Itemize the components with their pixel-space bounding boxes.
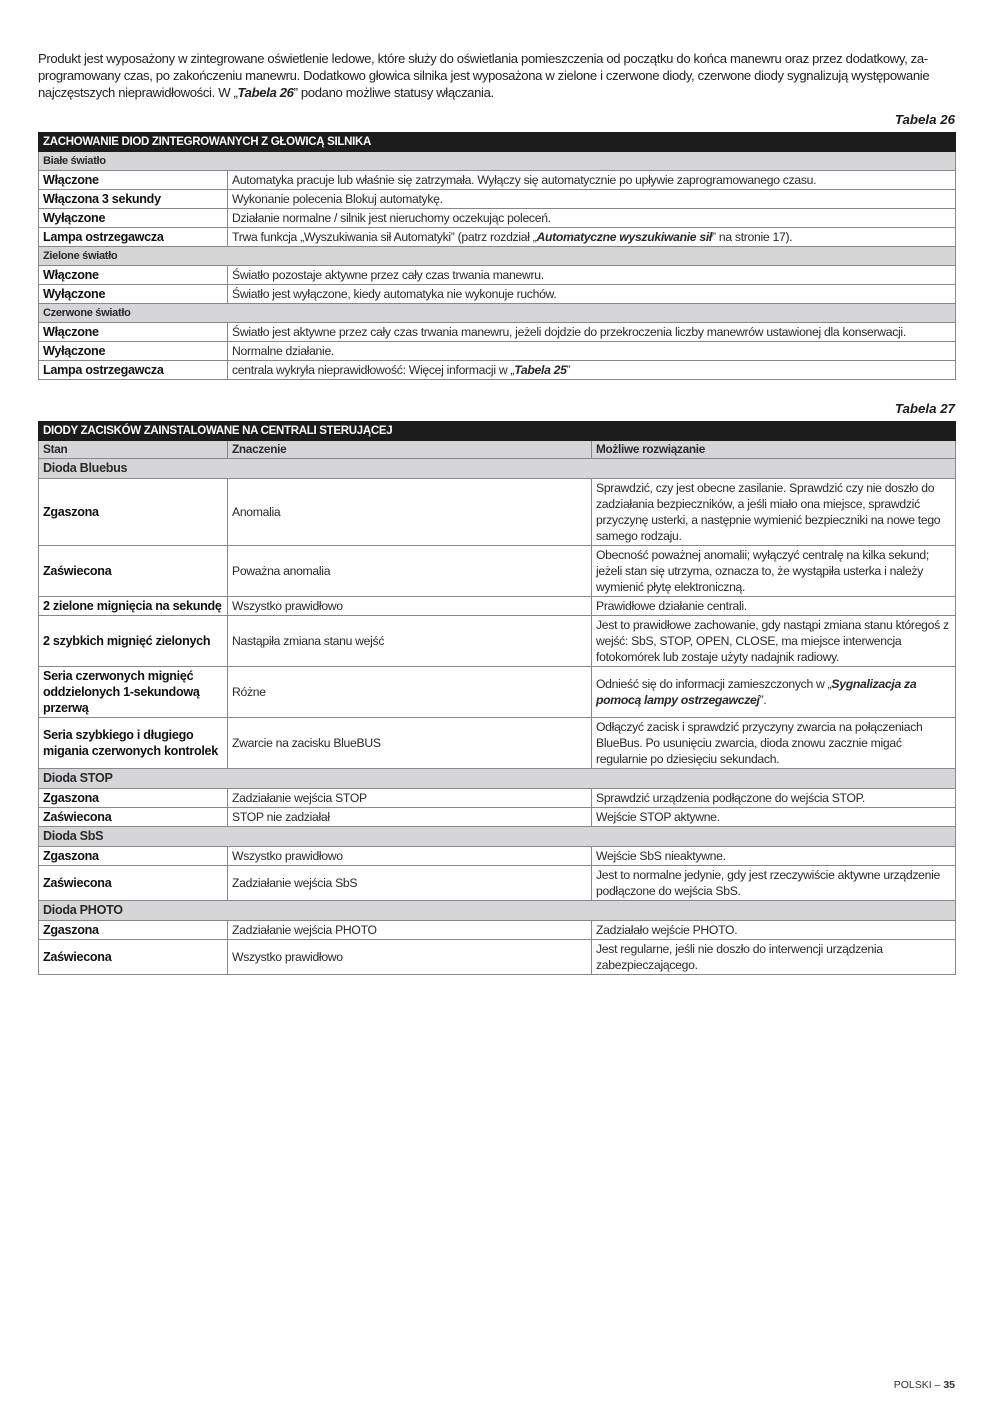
- table-row: [39, 209, 956, 228]
- solution-cell: Sprawdzić, czy jest obecne zasilanie. Sprawdzić czy nie doszło do zadziałania bezpieczników, a jeśli miało ona miejsce, sprawdzić przyczynę usterki, a następnie wymienić bezpieczniki na nowe tego samego rodzaju.: [592, 479, 956, 546]
- group-name: Czerwone światło: [39, 304, 956, 323]
- table-row: [39, 808, 956, 827]
- table-row: [39, 616, 956, 667]
- group-name: Dioda PHOTO: [39, 901, 956, 921]
- description-cell: Normalne działanie.: [228, 342, 956, 361]
- meaning-cell: Nastąpiła zmiana stanu wejść: [228, 616, 592, 667]
- solution-cell: Jest to prawidłowe zachowanie, gdy nastąpi zmiana stanu któregoś z wejść: SbS, STOP, OPEN, CLOSE, ma miejsce interwencja fotokomórek lub zostaje użyty nadajnik radiowy.: [592, 616, 956, 667]
- state-cell: Lampa ostrzegawcza: [39, 228, 228, 247]
- table-row: [39, 718, 956, 769]
- solution-cell: Zadziałało wejście PHOTO.: [592, 921, 956, 940]
- table-row: [39, 266, 956, 285]
- solution-cell: [592, 667, 956, 718]
- state-cell: Zaświecona: [39, 808, 228, 827]
- table-row: [39, 921, 956, 940]
- state-cell: 2 szybkich mignięć zielonych: [39, 616, 228, 667]
- intro-table-reference: Tabela 26: [237, 85, 294, 100]
- solution-cell: Obecność poważnej anomalii; wyłączyć centralę na kilka sekund; jeżeli stan się utrzyma, oznacza to, że wystąpiła usterka i należy wymienić płytę elektroniczną.: [592, 546, 956, 597]
- table-row: [39, 546, 956, 597]
- table27-group-row: [39, 901, 956, 921]
- description-cell: Światło pozostaje aktywne przez cały czas trwania manewru.: [228, 266, 956, 285]
- table26: [38, 132, 956, 380]
- meaning-cell: Różne: [228, 667, 592, 718]
- table27-group-row: [39, 459, 956, 479]
- meaning-cell: Zwarcie na zacisku BlueBUS: [228, 718, 592, 769]
- table-row: [39, 361, 956, 380]
- meaning-cell: STOP nie zadziałał: [228, 808, 592, 827]
- meaning-cell: Anomalia: [228, 479, 592, 546]
- page-footer: [894, 1379, 955, 1391]
- table26-title-row: [39, 133, 956, 152]
- table27-header-row: [39, 441, 956, 459]
- table-row: [39, 866, 956, 901]
- chapter-reference: Sygnalizacja za pomocą lampy ostrzegawczej: [596, 677, 917, 707]
- meaning-cell: Zadziałanie wejścia SbS: [228, 866, 592, 901]
- table-row: [39, 789, 956, 808]
- state-cell: Wyłączone: [39, 342, 228, 361]
- table-row: [39, 847, 956, 866]
- meaning-cell: Wszystko prawidłowo: [228, 597, 592, 616]
- description-cell: Światło jest aktywne przez cały czas trwania manewru, jeżeli dojdzie do przekroczenia liczby manewrów ustawionej dla konserwacji.: [228, 323, 956, 342]
- table26-caption: Tabela 26: [894, 112, 955, 127]
- table-row: [39, 190, 956, 209]
- table26-group-row: [39, 304, 956, 323]
- solution-cell: Sprawdzić urządzenia podłączone do wejścia STOP.: [592, 789, 956, 808]
- state-cell: Seria czerwonych mignięć oddzielonych 1-sekundową przerwą: [39, 667, 228, 718]
- column-header-state: Stan: [39, 441, 228, 459]
- meaning-cell: Zadziałanie wejścia PHOTO: [228, 921, 592, 940]
- state-cell: Włączona 3 sekundy: [39, 190, 228, 209]
- table-row: [39, 667, 956, 718]
- table26-group-row: [39, 152, 956, 171]
- table-row: [39, 342, 956, 361]
- footer-language: POLSKI –: [893, 1379, 944, 1391]
- description-text: Trwa funkcja „Wyszukiwania sił Automatyki” (patrz rozdział „: [232, 230, 537, 244]
- state-cell: Zgaszona: [39, 789, 228, 808]
- table-row: [39, 171, 956, 190]
- state-cell: Zgaszona: [39, 479, 228, 546]
- group-name: Dioda Bluebus: [39, 459, 956, 479]
- table27-title: DIODY ZACISKÓW ZAINSTALOWANE NA CENTRALI STERUJĄCEJ: [39, 422, 956, 441]
- meaning-cell: Poważna anomalia: [228, 546, 592, 597]
- chapter-reference: Automatyczne wyszukiwanie sił: [536, 230, 713, 244]
- page-number: 35: [943, 1379, 955, 1391]
- state-cell: Włączone: [39, 266, 228, 285]
- description-cell: [228, 361, 956, 380]
- table26-group-row: [39, 247, 956, 266]
- state-cell: Włączone: [39, 323, 228, 342]
- solution-cell: Prawidłowe działanie centrali.: [592, 597, 956, 616]
- description-text: ” na stronie 17).: [712, 230, 793, 244]
- table27-title-row: [39, 422, 956, 441]
- intro-text-2: ” podano możliwe statusy włączania.: [293, 85, 494, 100]
- state-cell: Wyłączone: [39, 209, 228, 228]
- state-cell: Zgaszona: [39, 847, 228, 866]
- state-cell: Wyłączone: [39, 285, 228, 304]
- column-header-meaning: Znaczenie: [228, 441, 592, 459]
- solution-cell: Jest regularne, jeśli nie doszło do interwencji urządzenia zabezpieczającego.: [592, 940, 956, 975]
- group-name: Dioda STOP: [39, 769, 956, 789]
- state-cell: Zaświecona: [39, 546, 228, 597]
- table-reference: Tabela 25: [514, 363, 567, 377]
- solution-text: ”.: [759, 693, 767, 707]
- description-text: centrala wykryła nieprawidłowość: Więcej informacji w „: [232, 363, 515, 377]
- state-cell: Zgaszona: [39, 921, 228, 940]
- state-cell: Włączone: [39, 171, 228, 190]
- description-cell: Działanie normalne / silnik jest nieruchomy oczekując poleceń.: [228, 209, 956, 228]
- table-row: [39, 940, 956, 975]
- column-header-solution: Możliwe rozwiązanie: [592, 441, 956, 459]
- meaning-cell: Wszystko prawidłowo: [228, 940, 592, 975]
- table27: [38, 421, 956, 975]
- table27-caption: Tabela 27: [894, 401, 955, 416]
- table27-group-row: [39, 769, 956, 789]
- description-text: ”: [566, 363, 571, 377]
- solution-cell: Odłączyć zacisk i sprawdzić przyczyny zwarcia na połączeniach BlueBus. Po usunięciu zwarcia, dioda znowu zacznie migać regularnie po dziesięciu sekundach.: [592, 718, 956, 769]
- state-cell: 2 zielone mignięcia na sekundę: [39, 597, 228, 616]
- table27-group-row: [39, 827, 956, 847]
- table-row: [39, 597, 956, 616]
- group-name: Dioda SbS: [39, 827, 956, 847]
- state-cell: Lampa ostrzegawcza: [39, 361, 228, 380]
- intro-paragraph: [38, 50, 955, 101]
- solution-cell: Wejście SbS nieaktywne.: [592, 847, 956, 866]
- description-cell: Wykonanie polecenia Blokuj automatykę.: [228, 190, 956, 209]
- table-row: [39, 323, 956, 342]
- state-cell: Zaświecona: [39, 940, 228, 975]
- state-cell: Zaświecona: [39, 866, 228, 901]
- intro-text-1: Produkt jest wyposażony w zintegrowane oświetlenie ledowe, które służy do oświetlania pomieszczenia od początku do końca manewru oraz przez dodatkowy, za-programowany czas, po zakończeniu manewru. Dodatkowo głowica silnika jest wyposażona w zielone i czerwone diody, czerwone diody sygnalizują występowanie najczęstszych nieprawidłowości. W „: [38, 51, 930, 100]
- state-cell: Seria szybkiego i długiego migania czerwonych kontrolek: [39, 718, 228, 769]
- solution-text: Odnieść się do informacji zamieszczonych w „: [596, 677, 832, 691]
- description-cell: Automatyka pracuje lub właśnie się zatrzymała. Wyłączy się automatycznie po upływie zaprogramowanego czasu.: [228, 171, 956, 190]
- group-name: Białe światło: [39, 152, 956, 171]
- meaning-cell: Zadziałanie wejścia STOP: [228, 789, 592, 808]
- table-row: [39, 285, 956, 304]
- group-name: Zielone światło: [39, 247, 956, 266]
- description-cell: [228, 228, 956, 247]
- table26-title: ZACHOWANIE DIOD ZINTEGROWANYCH Z GŁOWICĄ SILNIKA: [39, 133, 956, 152]
- table-row: [39, 479, 956, 546]
- solution-cell: Wejście STOP aktywne.: [592, 808, 956, 827]
- table-row: [39, 228, 956, 247]
- description-cell: Światło jest wyłączone, kiedy automatyka nie wykonuje ruchów.: [228, 285, 956, 304]
- solution-cell: Jest to normalne jedynie, gdy jest rzeczywiście aktywne urządzenie podłączone do wejścia SbS.: [592, 866, 956, 901]
- meaning-cell: Wszystko prawidłowo: [228, 847, 592, 866]
